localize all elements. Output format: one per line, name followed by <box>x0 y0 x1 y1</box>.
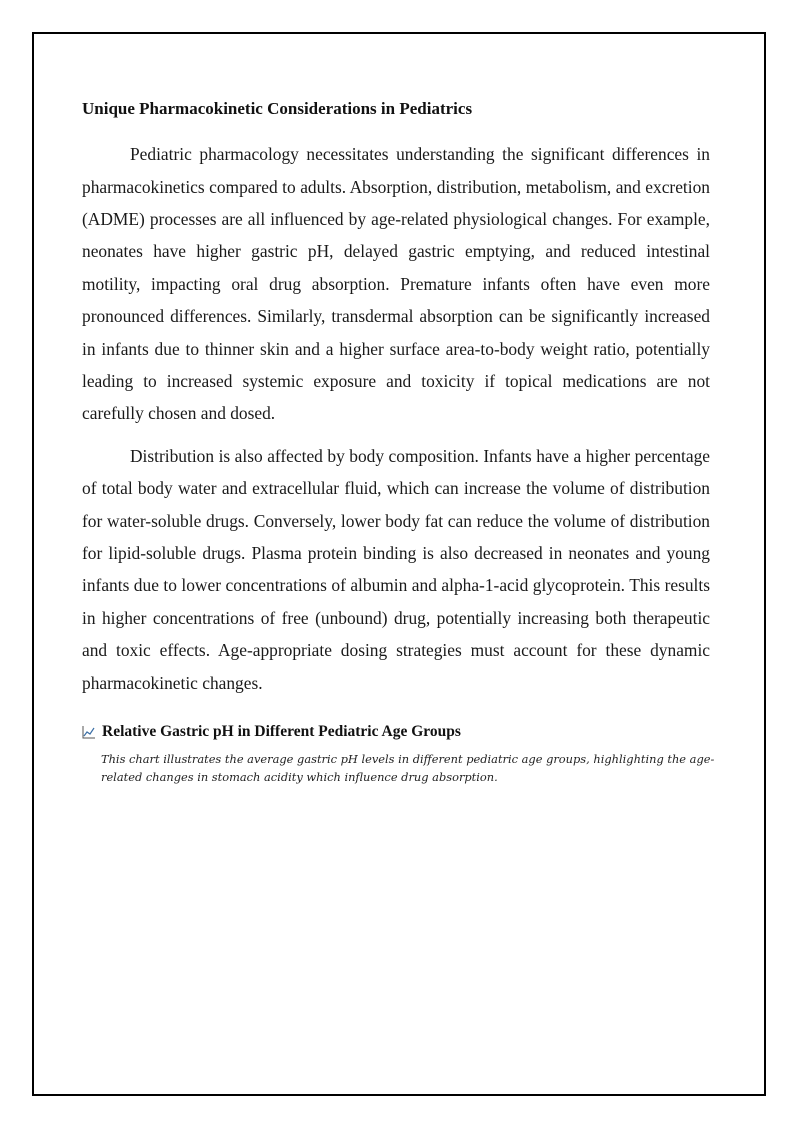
paragraph: Distribution is also affected by body composition. Infants have a higher percentage of total body water and extracellular fluid, which can increase the volume of distribution for water-soluble drugs. Conversely, lower body fat can reduce the volume of distribution for lipid-soluble drugs. Plasma protein binding is also decreased in neonates and young infants due to lower concentrations of albumin and alpha-1-acid glycoprotein. This results in higher concentrations of free (unbound) drug, potentially increasing both therapeutic and toxic effects. Age-appropriate dosing strategies must account for these dynamic pharmacokinetic changes. <box>82 445 710 693</box>
figure-title-row <box>82 723 710 741</box>
figure <box>82 723 715 786</box>
document-content <box>82 98 715 786</box>
section-heading: Unique Pharmacokinetic Considerations in Pediatrics <box>82 99 473 118</box>
chart-line-icon <box>82 725 96 739</box>
figure-caption: This chart illustrates the average gastric pH levels in different pediatric age groups, highlighting the age-related changes in stomach acidity which influence drug absorption. <box>101 752 715 784</box>
figure-title: Relative Gastric pH in Different Pediatric Age Groups <box>102 723 461 740</box>
paragraph: Pediatric pharmacology necessitates understanding the significant differences in pharmacokinetics compared to adults. Absorption, distribution, metabolism, and excretion (ADME) processes are all influenced by age-related physiological changes. For example, neonates have higher gastric pH, delayed gastric emptying, and reduced intestinal motility, impacting oral drug absorption. Premature infants often have even more pronounced differences. Similarly, transdermal absorption can be significantly increased in infants due to thinner skin and a higher surface area-to-body weight ratio, potentially leading to increased systemic exposure and toxicity if topical medications are not carefully chosen and dosed. <box>82 144 710 424</box>
